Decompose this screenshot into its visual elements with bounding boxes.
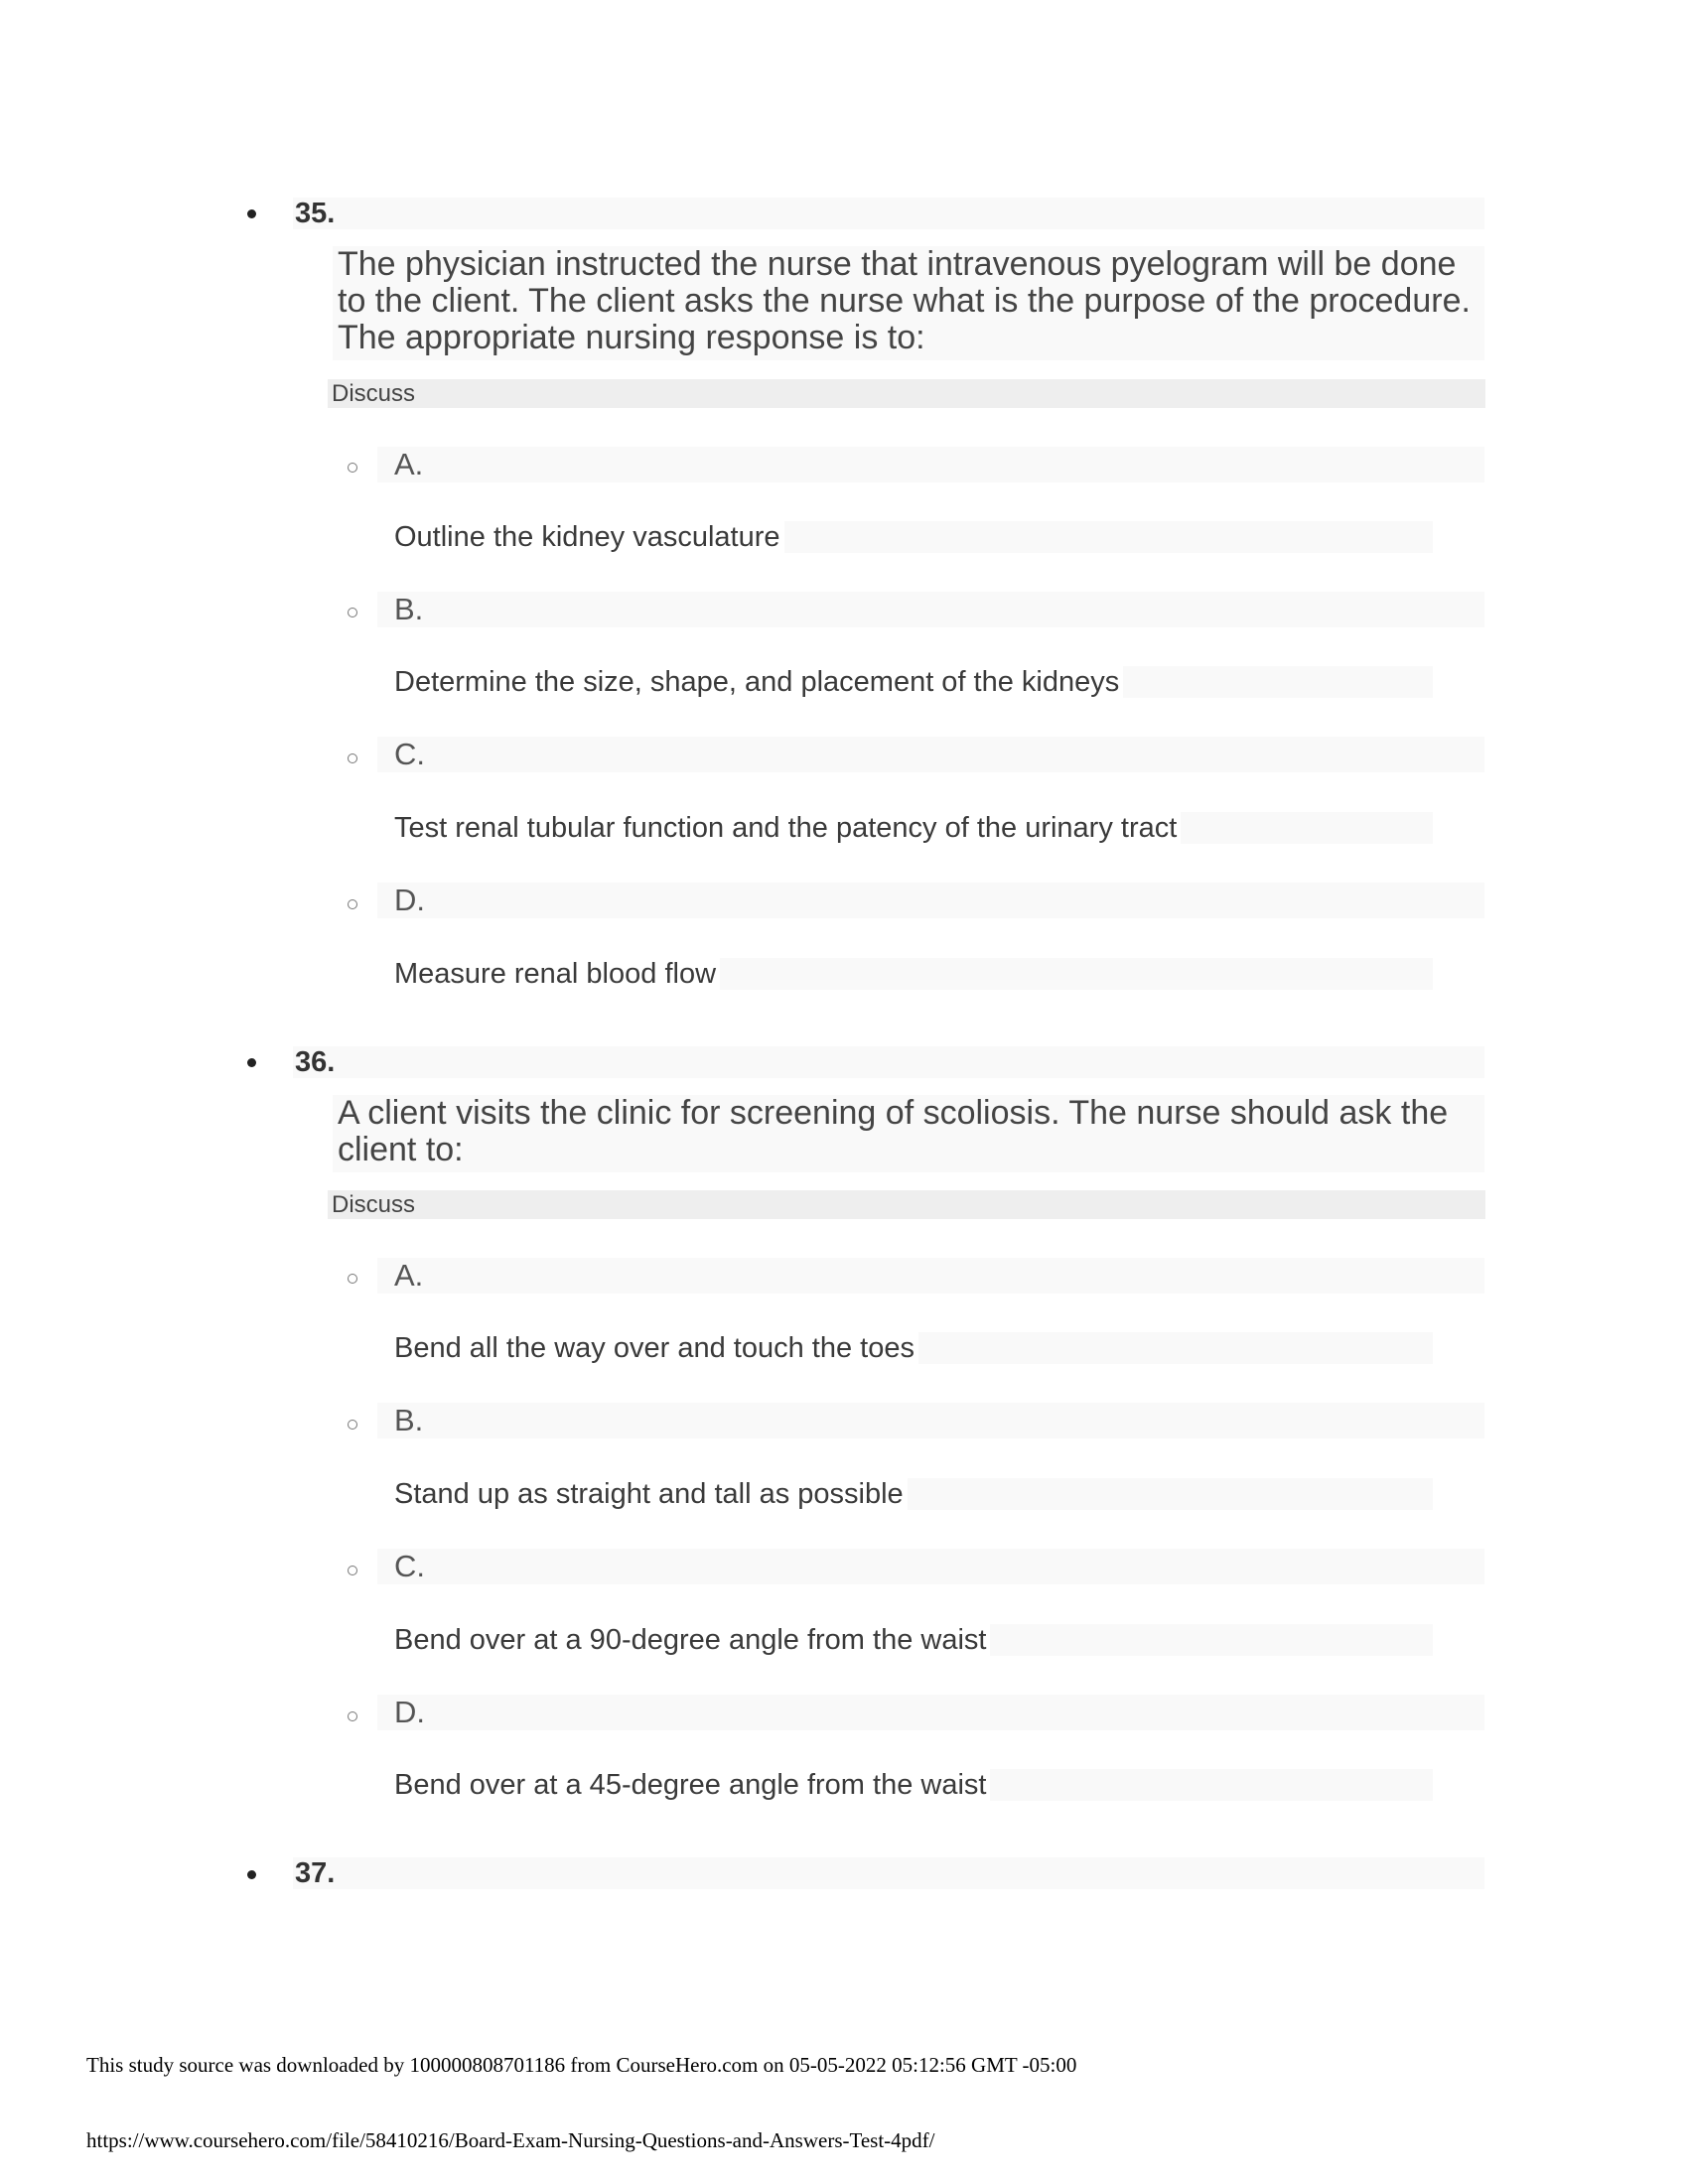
option-text: Bend over at a 90-degree angle from the waist <box>394 1624 990 1656</box>
option-letter: D. <box>394 1695 425 1729</box>
bullet-icon <box>247 209 256 218</box>
radio-circle-icon[interactable] <box>348 1274 357 1284</box>
option-text: Determine the size, shape, and placement of the kidneys <box>394 666 1123 698</box>
question-stem: The physician instructed the nurse that intravenous pyelogram will be done to the client. The client asks the nurse what is the purpose of the procedure. The appropriate nursing response is to: <box>338 245 1471 356</box>
option-text: Bend all the way over and touch the toes <box>394 1332 918 1364</box>
option-letter: A. <box>394 447 424 481</box>
radio-circle-icon[interactable] <box>348 1566 357 1575</box>
option-text: Measure renal blood flow <box>394 958 720 990</box>
bullet-icon <box>247 1058 256 1067</box>
option-text: Outline the kidney vasculature <box>394 521 784 553</box>
option-letter: B. <box>394 592 424 626</box>
question-number: 36. <box>295 1046 336 1078</box>
bullet-icon <box>247 1870 256 1879</box>
question-number-row <box>293 1857 1484 1889</box>
option-text: Stand up as straight and tall as possible <box>394 1478 908 1510</box>
option-letter: C. <box>394 737 425 771</box>
radio-circle-icon[interactable] <box>348 899 357 909</box>
option-letter: C. <box>394 1549 425 1583</box>
option-letter: B. <box>394 1403 424 1437</box>
question-number: 35. <box>295 198 336 229</box>
option-text: Test renal tubular function and the patency of the urinary tract <box>394 812 1181 844</box>
option-letter-row <box>377 1258 1484 1294</box>
radio-circle-icon[interactable] <box>348 1420 357 1430</box>
option-letter: A. <box>394 1258 424 1293</box>
discuss-link[interactable]: Discuss <box>328 1190 1485 1219</box>
option-letter-row <box>377 737 1484 772</box>
option-text: Bend over at a 45-degree angle from the waist <box>394 1769 990 1801</box>
radio-circle-icon[interactable] <box>348 1711 357 1721</box>
option-letter-row <box>377 1695 1484 1730</box>
radio-circle-icon[interactable] <box>348 753 357 763</box>
question-number-row <box>293 1046 1484 1078</box>
source-url[interactable]: https://www.coursehero.com/file/58410216/Board-Exam-Nursing-Questions-and-Answers-Test-4pdf/ <box>86 2128 935 2152</box>
question-stem: A client visits the clinic for screening of scoliosis. The nurse should ask the client to: <box>338 1094 1449 1168</box>
option-letter-row <box>377 592 1484 627</box>
discuss-link[interactable]: Discuss <box>328 379 1485 408</box>
question-number: 37. <box>295 1857 336 1889</box>
option-letter-row <box>377 1403 1484 1438</box>
question-number-row <box>293 198 1484 229</box>
radio-circle-icon[interactable] <box>348 463 357 473</box>
option-letter-row <box>377 447 1484 482</box>
download-notice: This study source was downloaded by 100000808701186 from CourseHero.com on 05-05-2022 05:12:56 GMT -05:00 <box>86 2053 1077 2077</box>
option-letter-row <box>377 1549 1484 1584</box>
radio-circle-icon[interactable] <box>348 608 357 617</box>
option-letter-row <box>377 883 1484 918</box>
option-letter: D. <box>394 883 425 917</box>
